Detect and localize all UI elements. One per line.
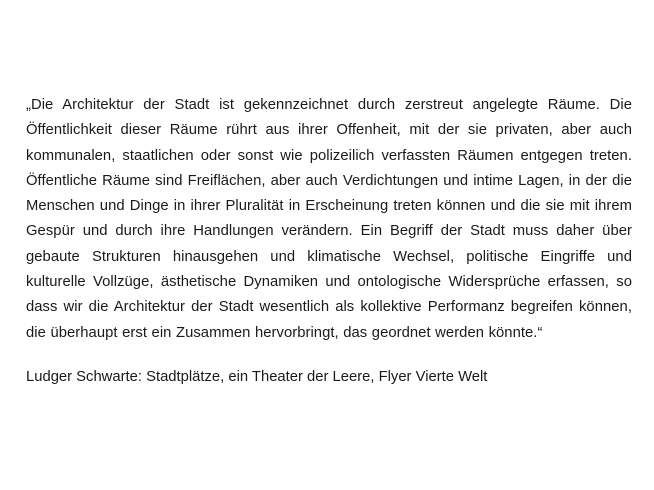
quotation-attribution: Ludger Schwarte: Stadtplätze, ein Theater der Leere, Flyer Vierte Welt bbox=[26, 369, 488, 385]
quotation-block bbox=[26, 93, 632, 346]
quotation-text: „Die Architektur der Stadt ist gekennzeichnet durch zerstreut angelegte Räume. Die Öffentlichkeit dieser Räume rührt aus ihrer Offenheit, mit der sie privaten, aber auch kommunalen, staatlichen oder sonst wie polizeilich verfassten Räumen entgegen treten. Öffentliche Räume sind Freiflächen, aber auch Verdichtungen und intime Lagen, in der die Menschen und Dinge in ihrer Pluralität in Erscheinung treten können und die sie mit ihrem Gespür und durch ihre Handlungen verändern. Ein Begriff der Stadt muss daher über gebaute Strukturen hinausgehen und klimatische Wechsel, politische Eingriffe und kulturelle Vollzüge, ästhetische Dynamiken und ontologische Widersprüche erfassen, so dass wir die Architektur der Stadt wesentlich als kollektive Performanz begreifen können, die überhaupt erst ein Zusammen hervorbringt, das geordnet werden könnte.“ bbox=[26, 97, 632, 341]
